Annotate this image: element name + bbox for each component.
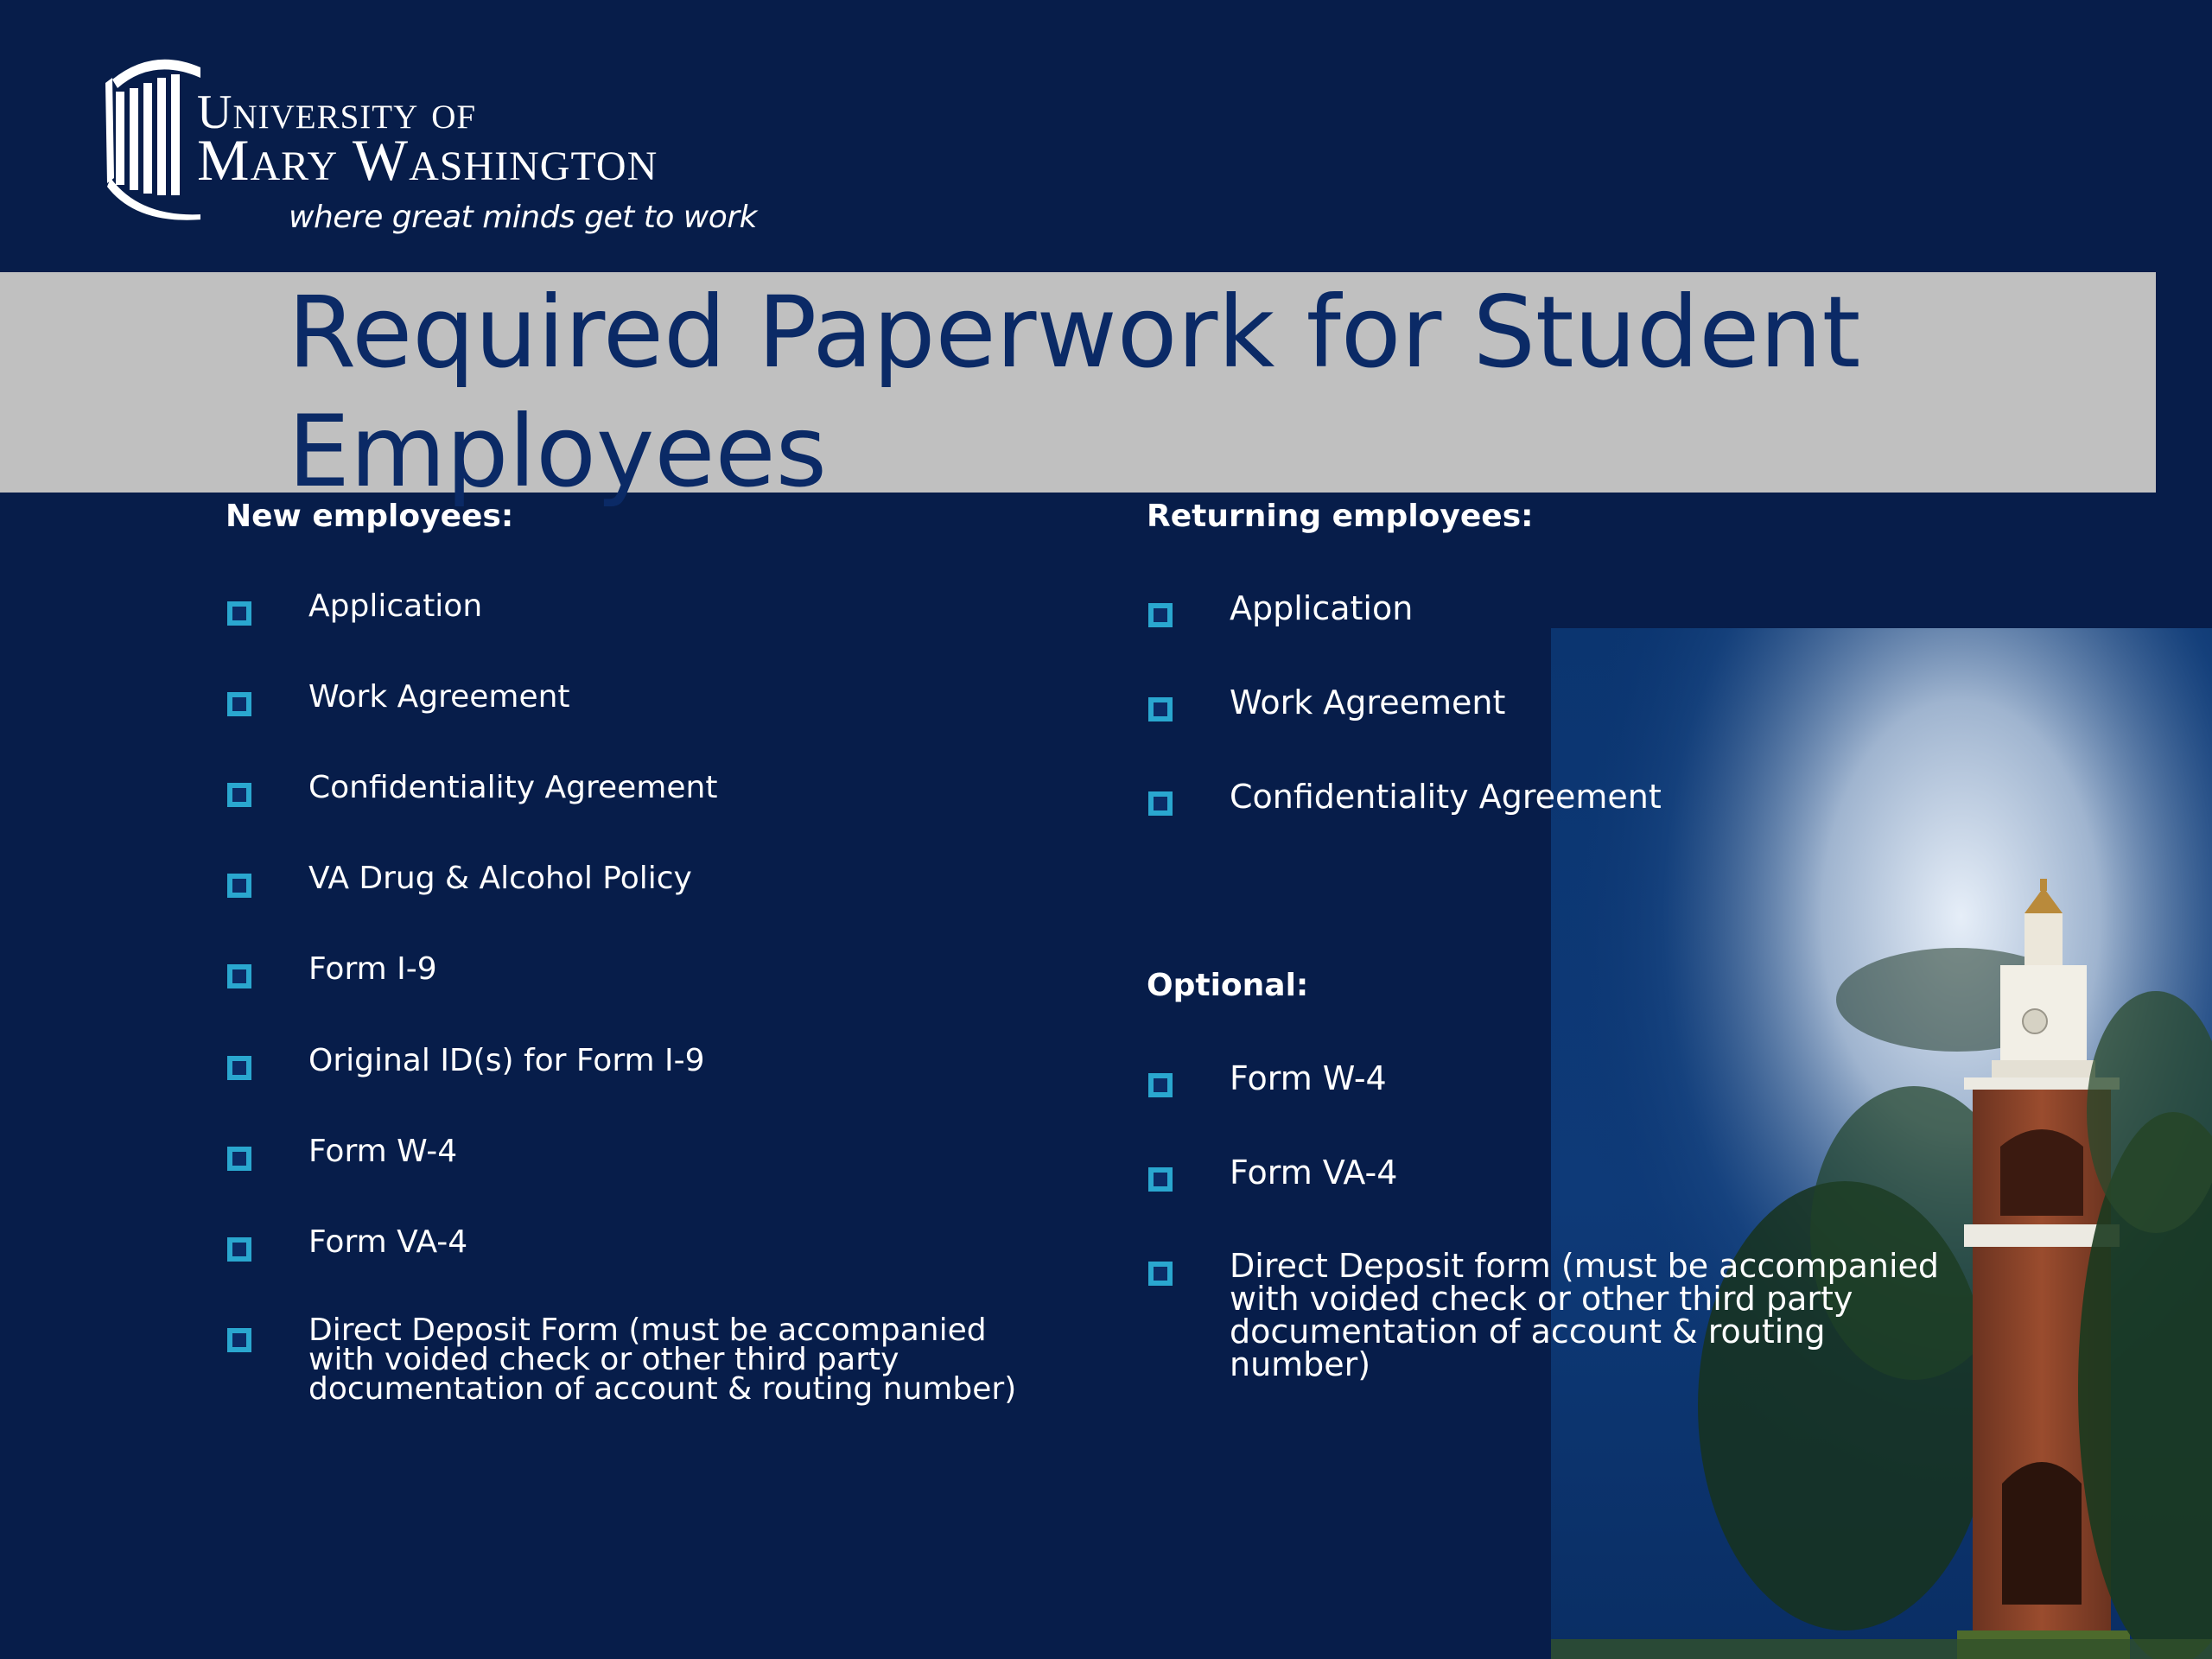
logo-line-university-of: University of: [197, 86, 477, 139]
list-item-label: Form VA-4: [308, 1224, 468, 1260]
hollow-square-bullet-icon: [227, 601, 251, 626]
slide-title: Required Paperwork for Student Employees: [288, 275, 1861, 509]
list-item-label: Direct Deposit form (must be accompanied with voided check or other third party documentation of account & routing number): [1230, 1247, 1940, 1383]
hollow-square-bullet-icon: [1148, 697, 1173, 721]
list-item-label: Form VA-4: [1230, 1154, 1398, 1192]
list-item-label: Application: [1230, 589, 1414, 627]
hollow-square-bullet-icon: [227, 1237, 251, 1262]
list-item-label: Form I-9: [308, 951, 437, 987]
list-item-label: Original ID(s) for Form I-9: [308, 1043, 705, 1078]
columns-logo-icon: [105, 48, 200, 221]
hollow-square-bullet-icon: [1148, 1262, 1173, 1286]
hollow-square-bullet-icon: [227, 1147, 251, 1171]
new-employees-heading: New employees:: [226, 499, 514, 534]
hollow-square-bullet-icon: [227, 1328, 251, 1352]
list-item-label: Work Agreement: [1230, 683, 1506, 721]
hollow-square-bullet-icon: [227, 783, 251, 807]
list-item-label: VA Drug & Alcohol Policy: [308, 861, 692, 896]
list-item-label: Work Agreement: [308, 679, 570, 715]
list-item-label: Form W-4: [308, 1134, 458, 1169]
list-item-label: Confidentiality Agreement: [308, 770, 718, 805]
returning-employees-heading: Returning employees:: [1147, 499, 1534, 534]
list-item-label: Form W-4: [1230, 1059, 1387, 1097]
hollow-square-bullet-icon: [1148, 1073, 1173, 1097]
hollow-square-bullet-icon: [227, 874, 251, 898]
hollow-square-bullet-icon: [227, 1056, 251, 1080]
optional-heading: Optional:: [1147, 968, 1309, 1003]
university-logo: [105, 48, 757, 256]
logo-line-mary-washington: Mary Washington: [197, 127, 658, 193]
hollow-square-bullet-icon: [1148, 791, 1173, 816]
hollow-square-bullet-icon: [1148, 1167, 1173, 1192]
hollow-square-bullet-icon: [227, 692, 251, 716]
list-item-label: Direct Deposit Form (must be accompanied with voided check or other third party documentation of account & routing number): [308, 1313, 1017, 1407]
list-item-label: Application: [308, 588, 483, 624]
list-item-label: Confidentiality Agreement: [1230, 778, 1662, 816]
logo-tagline: where great minds get to work: [289, 200, 757, 235]
hollow-square-bullet-icon: [227, 964, 251, 988]
hollow-square-bullet-icon: [1148, 603, 1173, 627]
